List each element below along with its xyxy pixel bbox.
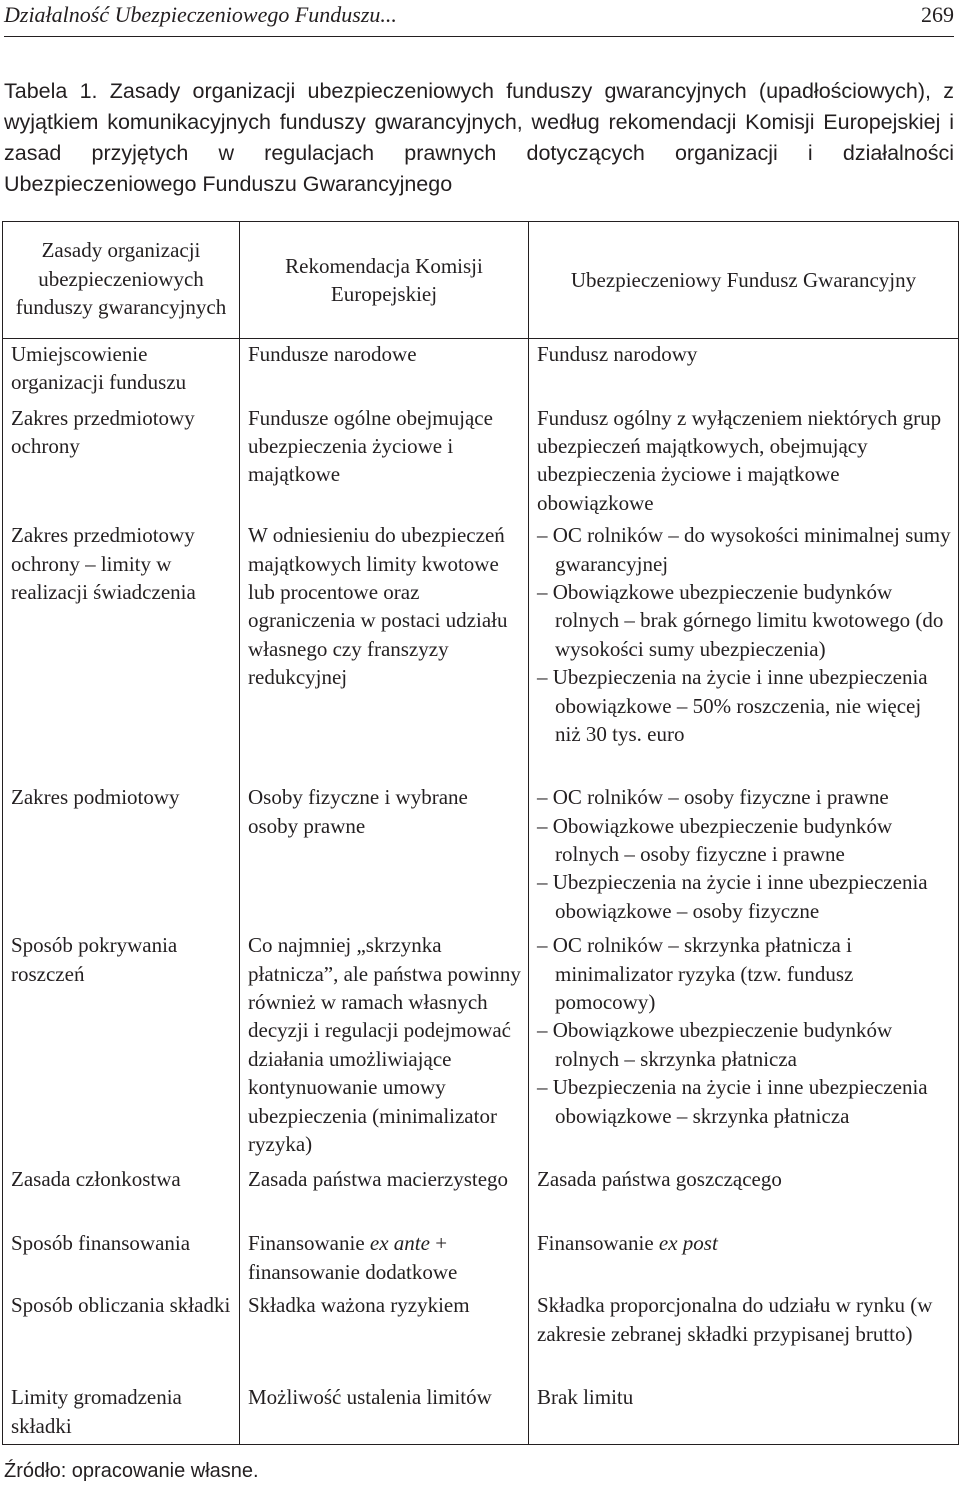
- ufg-cell: [529, 1228, 959, 1290]
- ufg-cell: Brak limitu: [529, 1382, 959, 1444]
- ufg-cell: Fundusz narodowy: [529, 339, 959, 403]
- table-header-row: [3, 222, 959, 339]
- list-item: – Obowiązkowe ubezpieczenie budynków rolnych – skrzynka płatnicza: [537, 1018, 893, 1071]
- table-row: [3, 1228, 959, 1290]
- table-caption: Tabela 1. Zasady organizacji ubezpieczeniowych funduszy gwarancyjnych (upadłościowych), z wyjątkiem komunikacyjnych funduszy gwarancyjnych, według rekomendacji Komisji Europejskiej i zasad przyjętych w regulacjach prawnych dotyczących organizacji i działalności Ubezpieczeniowego Funduszu Gwarancyjnego: [4, 79, 954, 196]
- ec-cell: [240, 1228, 529, 1290]
- ufg-cell: Składka proporcjonalna do udziału w rynku (w zakresie zebranej składki przypisanej brutto): [529, 1290, 959, 1382]
- page-number: 269: [921, 2, 954, 27]
- ec-cell: Co najmniej „skrzynka płatnicza”, ale państwa powinny również w ramach własnych decyzji i regulacji podejmować działania umożliwiające kontynuowanie umowy ubezpieczenia (minimalizator ryzyka): [240, 930, 529, 1164]
- table-row: [3, 930, 959, 1164]
- ufg-cell: [529, 782, 959, 930]
- ufg-cell: [529, 520, 959, 782]
- column-header-ec: Rekomendacja Komisji Europejskiej: [240, 222, 529, 339]
- principle-cell: Umiejscowienie organizacji funduszu: [3, 339, 240, 403]
- list-item: – OC rolników – do wysokości minimalnej sumy gwarancyjnej: [537, 523, 951, 576]
- principle-cell: Zasada członkostwa: [3, 1164, 240, 1228]
- principle-cell: Sposób finansowania: [3, 1228, 240, 1290]
- table-row: [3, 1290, 959, 1382]
- ufg-list: [537, 783, 952, 925]
- ec-financing-term: ex ante: [369, 1231, 430, 1256]
- ufg-list: [537, 521, 952, 748]
- list-item: – Obowiązkowe ubezpieczenie budynków rolnych – brak górnego limitu kwotowego (do wysokości sumy ubezpieczenia): [537, 579, 944, 661]
- ec-cell: W odniesieniu do ubezpieczeń majątkowych limity kwotowe lub procentowe oraz ograniczenia w postaci udziału własnego czy franszyzy redukcyjnej: [240, 520, 529, 782]
- source-note: Źródło: opracowanie własne.: [4, 1460, 259, 1482]
- ec-cell: Fundusze ogólne obejmujące ubezpieczenia życiowe i majątkowe: [240, 403, 529, 521]
- list-item: – Ubezpieczenia na życie i inne ubezpieczenia obowiązkowe – skrzynka płatnicza: [537, 1075, 928, 1128]
- table-row: [3, 782, 959, 930]
- principle-cell: Zakres przedmiotowy ochrony: [3, 403, 240, 521]
- ec-cell: Możliwość ustalenia limitów: [240, 1382, 529, 1444]
- principle-cell: Zakres podmiotowy: [3, 782, 240, 930]
- list-item: – Obowiązkowe ubezpieczenie budynków rolnych – osoby fizyczne i prawne: [537, 813, 893, 866]
- running-head: [4, 0, 954, 37]
- table-row: [3, 403, 959, 521]
- table-row: [3, 1164, 959, 1228]
- principle-cell: Limity gromadzenia składki: [3, 1382, 240, 1444]
- column-header-ufg: Ubezpieczeniowy Fundusz Gwarancyjny: [529, 222, 959, 339]
- ufg-cell: Zasada państwa goszczącego: [529, 1164, 959, 1228]
- ufg-financing-term: ex post: [658, 1231, 718, 1256]
- list-item: – OC rolników – osoby fizyczne i prawne: [537, 785, 889, 810]
- ufg-financing-prefix: Finansowanie: [537, 1231, 659, 1256]
- ec-cell: Składka ważona ryzykiem: [240, 1290, 529, 1382]
- list-item: – Ubezpieczenia na życie i inne ubezpieczenia obowiązkowe – osoby fizyczne: [537, 870, 928, 923]
- list-item: – Ubezpieczenia na życie i inne ubezpieczenia obowiązkowe – 50% roszczenia, nie więcej niż 30 tys. euro: [537, 665, 928, 746]
- table-row: [3, 1382, 959, 1444]
- principle-cell: Sposób obliczania składki: [3, 1290, 240, 1382]
- ec-financing-suffix: + finansowanie dodatkowe: [248, 1231, 458, 1284]
- ec-financing-prefix: Finansowanie: [248, 1231, 370, 1256]
- ufg-cell: Fundusz ogólny z wyłączeniem niektórych grup ubezpieczeń majątkowych, obejmujący ubezpieczenia życiowe i majątkowe obowiązkowe: [529, 403, 959, 521]
- ec-cell: Zasada państwa macierzystego: [240, 1164, 529, 1228]
- principles-table: [2, 221, 959, 1445]
- list-item: – OC rolników – skrzynka płatnicza i minimalizator ryzyka (tzw. fundusz pomocowy): [537, 933, 854, 1014]
- running-head-title: Działalność Ubezpieczeniowego Funduszu...: [4, 2, 397, 27]
- ufg-list: [537, 931, 952, 1130]
- ec-cell: Fundusze narodowe: [240, 339, 529, 403]
- table-row: [3, 339, 959, 403]
- column-header-principles: Zasady organizacji ubezpieczeniowych funduszy gwarancyjnych: [3, 222, 240, 339]
- principle-cell: Zakres przedmiotowy ochrony – limity w realizacji świadczenia: [3, 520, 240, 782]
- ec-cell: Osoby fizyczne i wybrane osoby prawne: [240, 782, 529, 930]
- ufg-cell: [529, 930, 959, 1164]
- table-row: [3, 520, 959, 782]
- principle-cell: Sposób pokrywania roszczeń: [3, 930, 240, 1164]
